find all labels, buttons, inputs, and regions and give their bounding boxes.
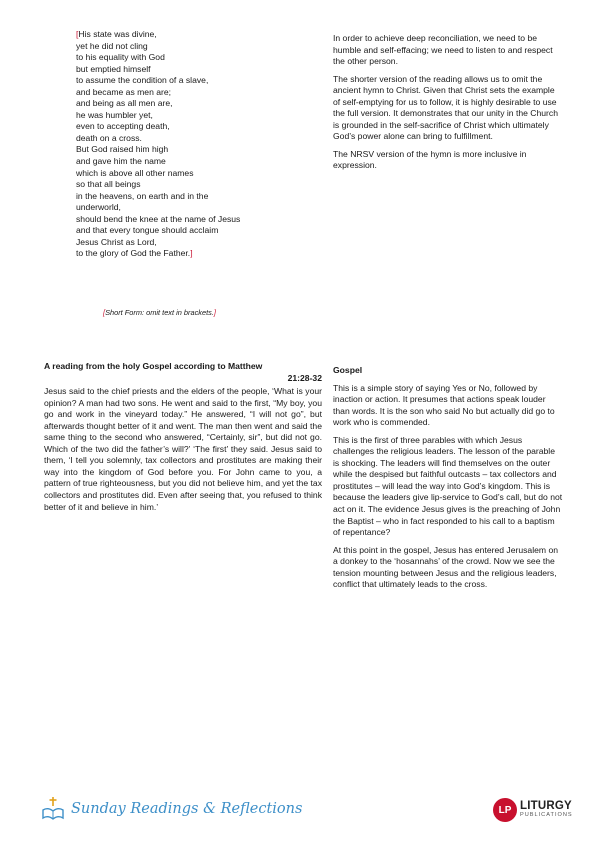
publisher-logo-icon: LP: [493, 798, 517, 822]
philippians-hymn: [76, 29, 306, 260]
poem-line: and being as all men are,: [76, 98, 173, 109]
reading-heading: [44, 361, 322, 373]
poem-line: and became as men are;: [76, 86, 172, 97]
poem-line: to assume the condition of a slave,: [76, 75, 209, 86]
publisher-subtitle: PUBLICATIONS: [520, 812, 573, 819]
publisher-logo: [493, 797, 573, 823]
poem-line: underworld,: [76, 202, 121, 213]
close-bracket: ]: [190, 248, 193, 259]
poem-line: in the heavens, on earth and in the: [76, 190, 209, 201]
open-bracket: [: [76, 29, 79, 39]
short-form-text: Short Form: omit text in brackets.: [105, 308, 214, 317]
poem-line: [His state was divine,: [76, 29, 157, 39]
poem-line: even to accepting death,: [76, 121, 170, 132]
second-reading-reflection: [333, 33, 563, 178]
poem-line: But God raised him high: [76, 144, 169, 155]
reflection-paragraph: The shorter version of the reading allows us to omit the ancient hymn to Christ. Given that Christ sets the example of self-emptying for us to follow, it is highly desirable to use the full version. It demonstrates that our unity in the Church is grounded in the self-sacrifice of Christ which ultimately God’s power alone can bring to fulfillment.: [333, 73, 558, 142]
short-form-note: [Short Form: omit text in brackets.]: [103, 308, 216, 317]
poem-line: to the glory of God the Father.]: [76, 248, 193, 259]
gospel-reading: [44, 361, 322, 513]
reflection-paragraph: The NRSV version of the hymn is more inclusive in expression.: [333, 148, 527, 171]
publisher-name: LITURGY: [520, 799, 572, 812]
poem-line: death on a cross.: [76, 132, 142, 143]
poem-line: should bend the knee at the name of Jesus: [76, 213, 241, 224]
open-book-cross-icon: [41, 796, 65, 822]
poem-line: to his equality with God: [76, 52, 165, 63]
poem-line: he was humbler yet,: [76, 109, 153, 120]
poem-line: and that every tongue should acclaim: [76, 225, 219, 236]
series-title: Sunday Readings & Reflections: [71, 801, 303, 817]
poem-line: which is above all other names: [76, 167, 194, 178]
reading-title: A reading from the holy Gospel according to Matthew: [44, 361, 263, 371]
poem-line: and gave him the name: [76, 156, 166, 167]
reflection-paragraph: In order to achieve deep reconciliation, we need to be humble and self-effacing; we need to listen to and respect the other person.: [333, 33, 553, 67]
series-brand: [41, 794, 302, 824]
gospel-paragraph: This is a simple story of saying Yes or No, followed by inaction or action. It presumes that actions speak louder than words. It is the son who said No but actually did go to work who is commended.: [333, 382, 555, 428]
reading-body: Jesus said to the chief priests and the elders of the people, ‘What is your opinion? A man had two sons. He went and said to the first, “My boy, you go and work in the vineyard today.” He answered, “I will not go”, but afterwards thought better of it and went. The man then went and said the same thing to the second who answered, “Certainly, sir”, but did not go. Which of the two did the father’s will?’ ‘The first’ they said. Jesus said to them, ‘I tell you solemnly, tax collectors and prostitutes are making their way into the kingdom of God before you. For John came to you, a pattern of true righteousness, but you did not believe him, and yet the tax collectors and prostitutes did. Even after seeing that, you refused to think better of it and believe in him.’: [44, 386, 322, 512]
gospel-reflection: [333, 365, 563, 597]
gospel-heading: Gospel: [333, 365, 363, 375]
poem-line: yet he did not cling: [76, 40, 148, 51]
poem-line: Jesus Christ as Lord,: [76, 236, 157, 247]
poem-line: so that all beings: [76, 179, 141, 190]
reading-reference: 21:28-32: [287, 372, 322, 383]
gospel-paragraph: This is the first of three parables with which Jesus challenges the religious leaders. The lesson of the parable is shocking. The leaders will find themselves on the outer while the despised but faithful outcasts – tax collectors and prostitutes – will lead the way into God’s kingdom. This is because the leaders give lip-service to God’s call, but do not act on it. The evidence Jesus gives is the preaching of John the Baptist – who in fact responded to his call to a baptism of repentance?: [333, 434, 563, 538]
poem-line: but emptied himself: [76, 63, 151, 74]
gospel-paragraph: At this point in the gospel, Jesus has entered Jerusalem on a donkey to the ‘hosannahs’ of the crowd. Now we see the tension mounting between Jesus and the religious leaders, conflict that ultimately leads to the cross.: [333, 544, 559, 590]
